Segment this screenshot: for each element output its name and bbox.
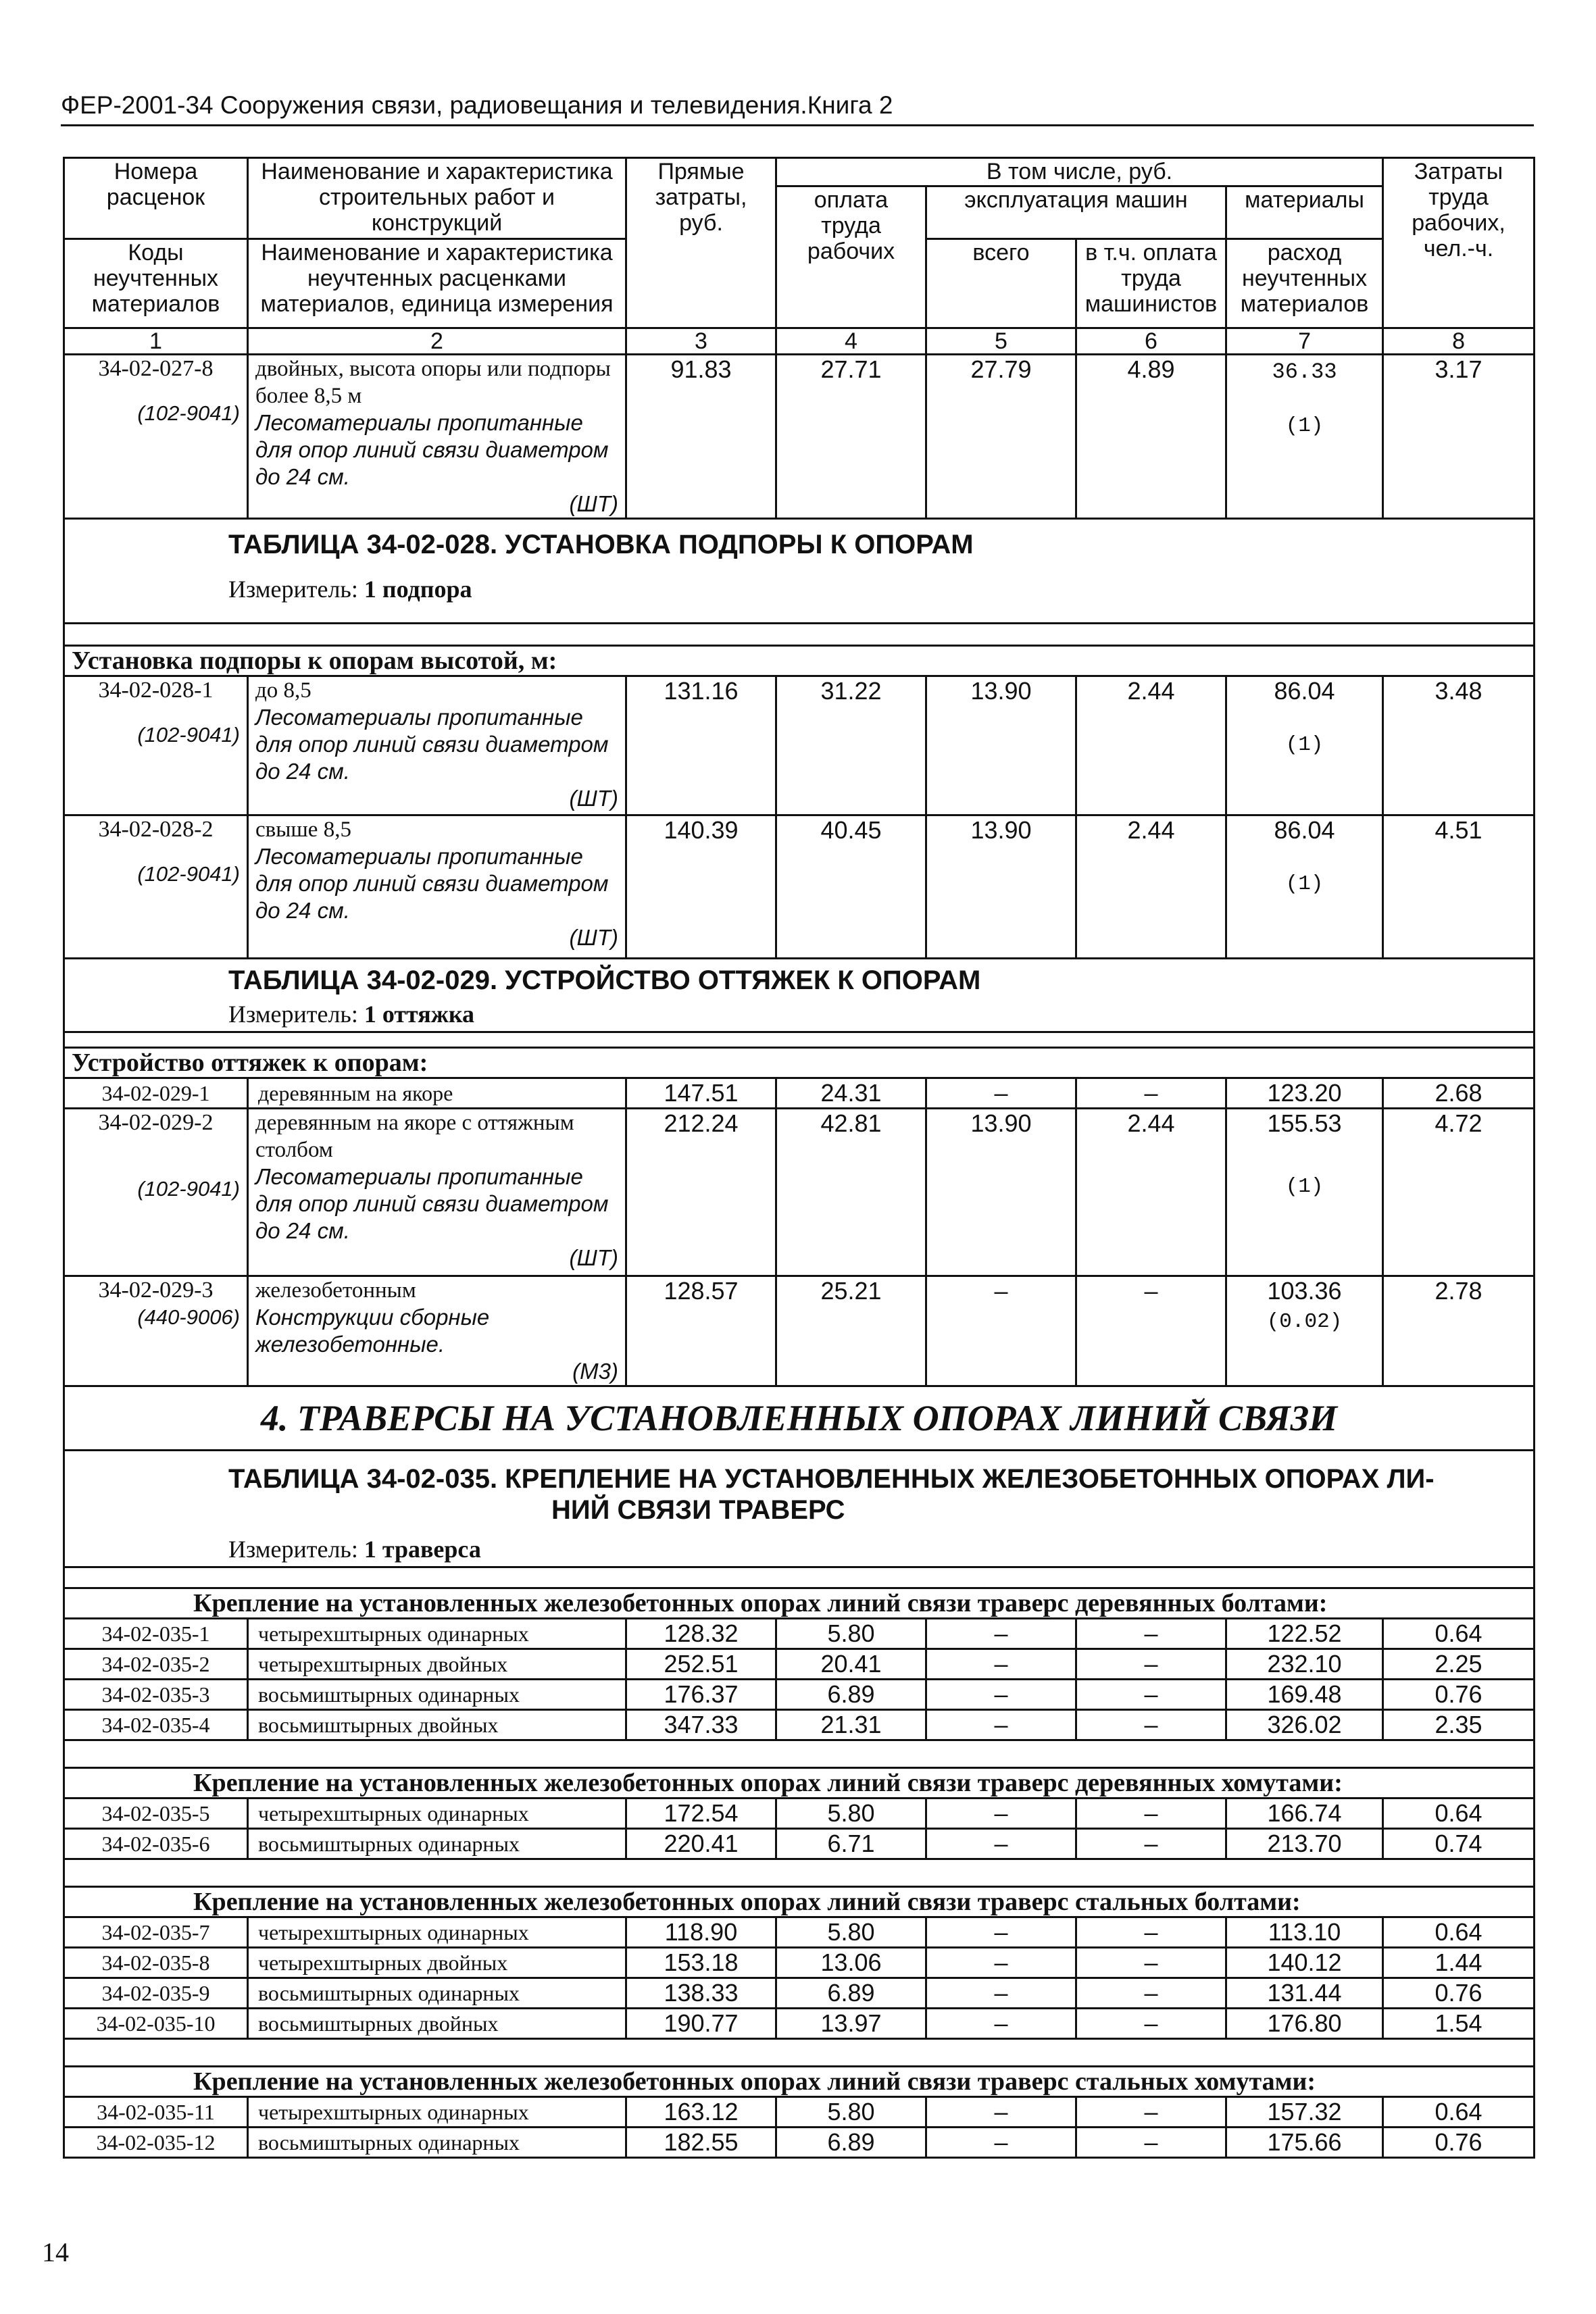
col-machines-labor: в т.ч. оплата труда машинистов [1076,239,1226,328]
group-title: Крепление на установленных железобетонных опорах линий связи траверс деревянных болтами: [64,1588,1535,1619]
col-machines-total: всего [926,239,1076,328]
measurement-unit: Измеритель: 1 траверса [228,1536,481,1563]
table-title-continuation: НИЙ СВЯЗИ ТРАВЕРС [551,1495,845,1525]
table-title-block [64,1451,1535,1567]
table-row: 34-02-029-3 (440-9006) железобетонным Конструкции сборные железобетонные. (М3) 128.57 25.21 – – 103.36 (0.02) 2.78 [64,1276,1535,1386]
table-row: 34-02-035-9 восьмиштырных одинарных 138.33 6.89 – – 131.44 0.76 [64,1978,1535,2009]
table-title-block [64,519,1535,624]
table-row: 34-02-035-3 восьмиштырных одинарных 176.37 6.89 – – 169.48 0.76 [64,1680,1535,1710]
table-row: 34-02-029-1 деревянным на якоре 147.51 24.31 – – 123.20 2.68 [64,1078,1535,1109]
table-row: 34-02-035-1 четырехштырных одинарных 128.32 5.80 – – 122.52 0.64 [64,1619,1535,1649]
table-row: 34-02-028-2 (102-9041) свыше 8,5 Лесоматериалы пропитанные для опор линий связи диаметром до 24 см. (ШТ) 140.39 40.45 13.90 2.44 86.04 (1) 4.51 [64,815,1535,959]
measurement-unit: Измеритель: 1 подпора [228,576,472,603]
page-header: ФЕР-2001-34 Сооружения связи, радиовещания и телевидения.Книга 2 [61,86,1534,126]
table-row: 34-02-035-8 четырехштырных двойных 153.18 13.06 – – 140.12 1.44 [64,1948,1535,1978]
table-row: 34-02-035-5 четырехштырных одинарных 172.54 5.80 – – 166.74 0.64 [64,1799,1535,1829]
group-title: Установка подпоры к опорам высотой, м: [64,646,1535,676]
table-row: 34-02-035-6 восьмиштырных одинарных 220.41 6.71 – – 213.70 0.74 [64,1829,1535,1859]
col-labor: оплата труда рабочих [776,186,926,328]
table-row: 34-02-035-7 четырехштырных одинарных 118.90 5.80 – – 113.10 0.64 [64,1917,1535,1948]
column-numbers: 1 2 3 4 5 6 7 8 [64,328,1535,355]
col-materials-sub: расход неучтенных материалов [1226,239,1383,328]
rates-table [63,157,1535,2159]
table-row: 34-02-035-10 восьмиштырных двойных 190.77 13.97 – – 176.80 1.54 [64,2009,1535,2039]
measurement-unit: Измеритель: 1 оттяжка [228,1001,475,1028]
table-title-block [64,959,1535,1032]
col-codes-bottom: Коды неучтенных материалов [64,239,248,328]
table-row: 34-02-029-2 (102-9041) деревянным на якоре с оттяжным столбом Лесоматериалы пропитанные для опор линий связи диаметром до 24 см. (ШТ) 212.24 42.81 13.90 2.44 155.53 (1) 4.72 [64,1109,1535,1276]
col-direct: Прямые затраты, руб. [626,158,776,328]
col-name-top: Наименование и характеристика строительных работ и конструкций [248,158,626,239]
group-title: Крепление на установленных железобетонных опорах линий связи траверс деревянных хомутами: [64,1768,1535,1799]
chapter-title: 4. ТРАВЕРСЫ НА УСТАНОВЛЕННЫХ ОПОРАХ ЛИНИЙ СВЯЗИ [64,1386,1535,1451]
table-row: 34-02-035-2 четырехштырных двойных 252.51 20.41 – – 232.10 2.25 [64,1649,1535,1680]
col-labor-cost: Затраты труда рабочих, чел.-ч. [1383,158,1535,328]
col-name-bottom: Наименование и характеристика неучтенных расценками материалов, единица измерения [248,239,626,328]
group-title: Крепление на установленных железобетонных опорах линий связи траверс стальных хомутами: [64,2067,1535,2097]
col-incl: В том числе, руб. [776,158,1383,186]
table-row: 34-02-035-12 восьмиштырных одинарных 182.55 6.89 – – 175.66 0.76 [64,2128,1535,2158]
col-codes-top: Номера расценок [64,158,248,239]
table-title: ТАБЛИЦА 34-02-028. УСТАНОВКА ПОДПОРЫ К ОПОРАМ [228,530,974,559]
table-row: 34-02-035-11 четырехштырных одинарных 163.12 5.80 – – 157.32 0.64 [64,2097,1535,2128]
col-materials: материалы [1226,186,1383,239]
table-title: ТАБЛИЦА 34-02-029. УСТРОЙСТВО ОТТЯЖЕК К ОПОРАМ [228,965,981,995]
page-number: 14 [42,2237,69,2267]
table-row: 34-02-035-4 восьмиштырных двойных 347.33 21.31 – – 326.02 2.35 [64,1710,1535,1740]
col-machines: эксплуатация машин [926,186,1226,239]
table-row: 34-02-027-8 (102-9041) двойных, высота опоры или подпоры более 8,5 м Лесоматериалы пропитанные для опор линий связи диаметром до 24 см. (ШТ) 91.83 27.71 27.79 4.89 36.33 (1) 3.17 [64,355,1535,519]
table-row: 34-02-028-1 (102-9041) до 8,5 Лесоматериалы пропитанные для опор линий связи диаметром до 24 см. (ШТ) 131.16 31.22 13.90 2.44 86.04 (1) 3.48 [64,676,1535,815]
table-title: ТАБЛИЦА 34-02-035. КРЕПЛЕНИЕ НА УСТАНОВЛЕННЫХ ЖЕЛЕЗОБЕТОННЫХ ОПОРАХ ЛИ- [228,1464,1435,1494]
group-title: Устройство оттяжек к опорам: [64,1048,1535,1078]
group-title: Крепление на установленных железобетонных опорах линий связи траверс стальных болтами: [64,1887,1535,1917]
